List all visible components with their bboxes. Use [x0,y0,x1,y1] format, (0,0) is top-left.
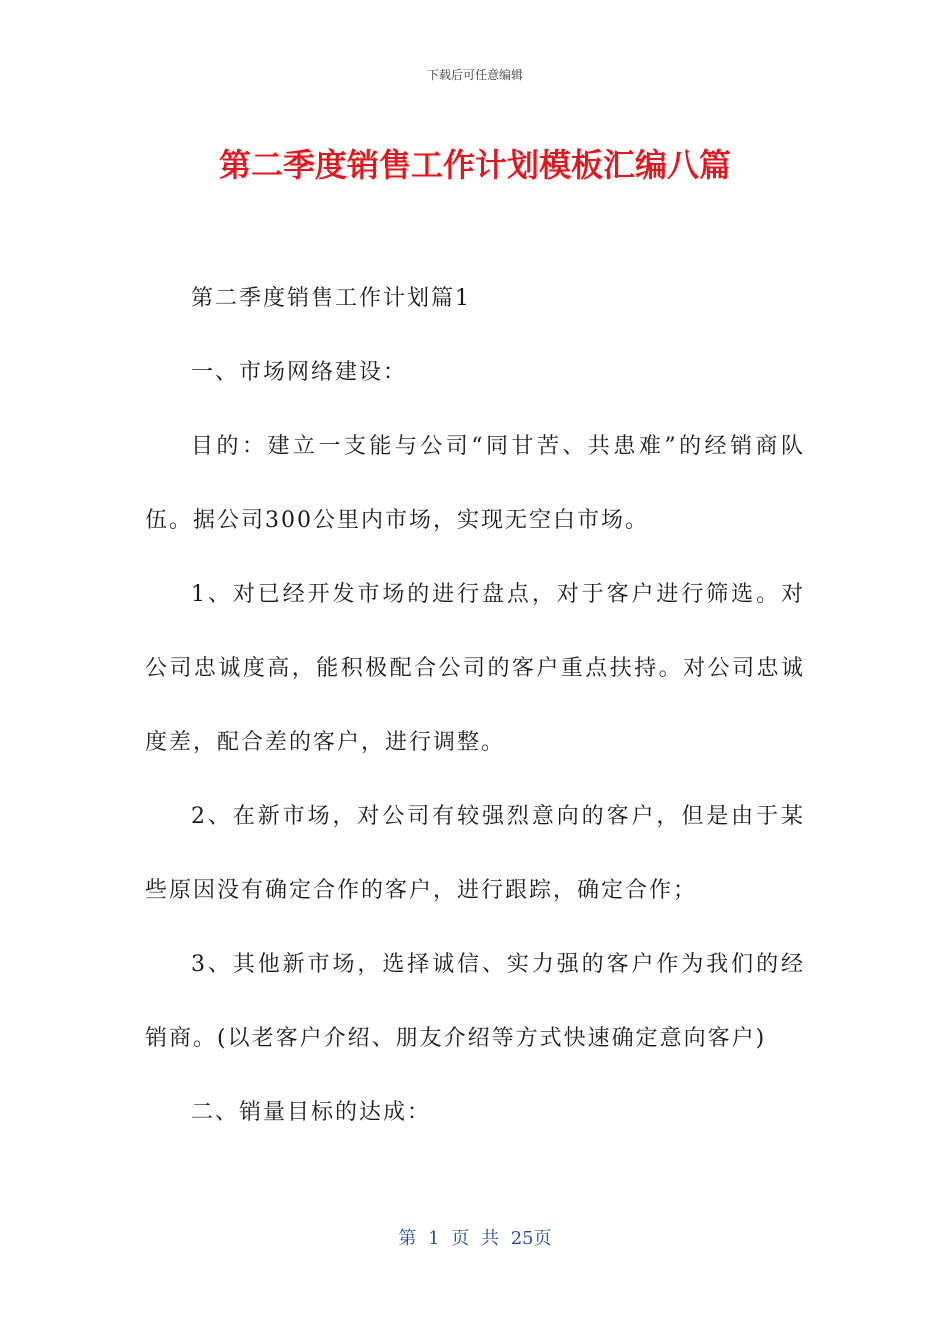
section-heading-sales-target: 二、销量目标的达成： [191,1100,432,1125]
page-number: 第 1 页 共 25页 [398,1228,552,1249]
paragraph-purpose: 目的：建立一支能与公司“同甘苦、共患难”的经销商队伍。据公司300公里内市场，实现无空白市场。 [145,434,805,533]
document-title: 第二季度销售工作计划模板汇编八篇 [218,146,731,184]
section-heading-plan-1: 第二季度销售工作计划篇1 [191,286,471,311]
paragraph-item-2: 2、在新市场，对公司有较强烈意向的客户，但是由于某些原因没有确定合作的客户，进行跟踪，确定合作； [145,804,805,903]
page-header-note: 下载后可任意编辑 [426,68,523,82]
paragraph-item-1: 1、对已经开发市场的进行盘点，对于客户进行筛选。对公司忠诚度高，能积极配合公司的客户重点扶持。对公司忠诚度差，配合差的客户，进行调整。 [145,582,805,755]
paragraph-item-3: 3、其他新市场，选择诚信、实力强的客户作为我们的经销商。(以老客户介绍、朋友介绍等方式快速确定意向客户) [145,952,805,1051]
document-body [145,262,805,1150]
section-heading-market-network: 一、市场网络建设： [191,360,408,385]
